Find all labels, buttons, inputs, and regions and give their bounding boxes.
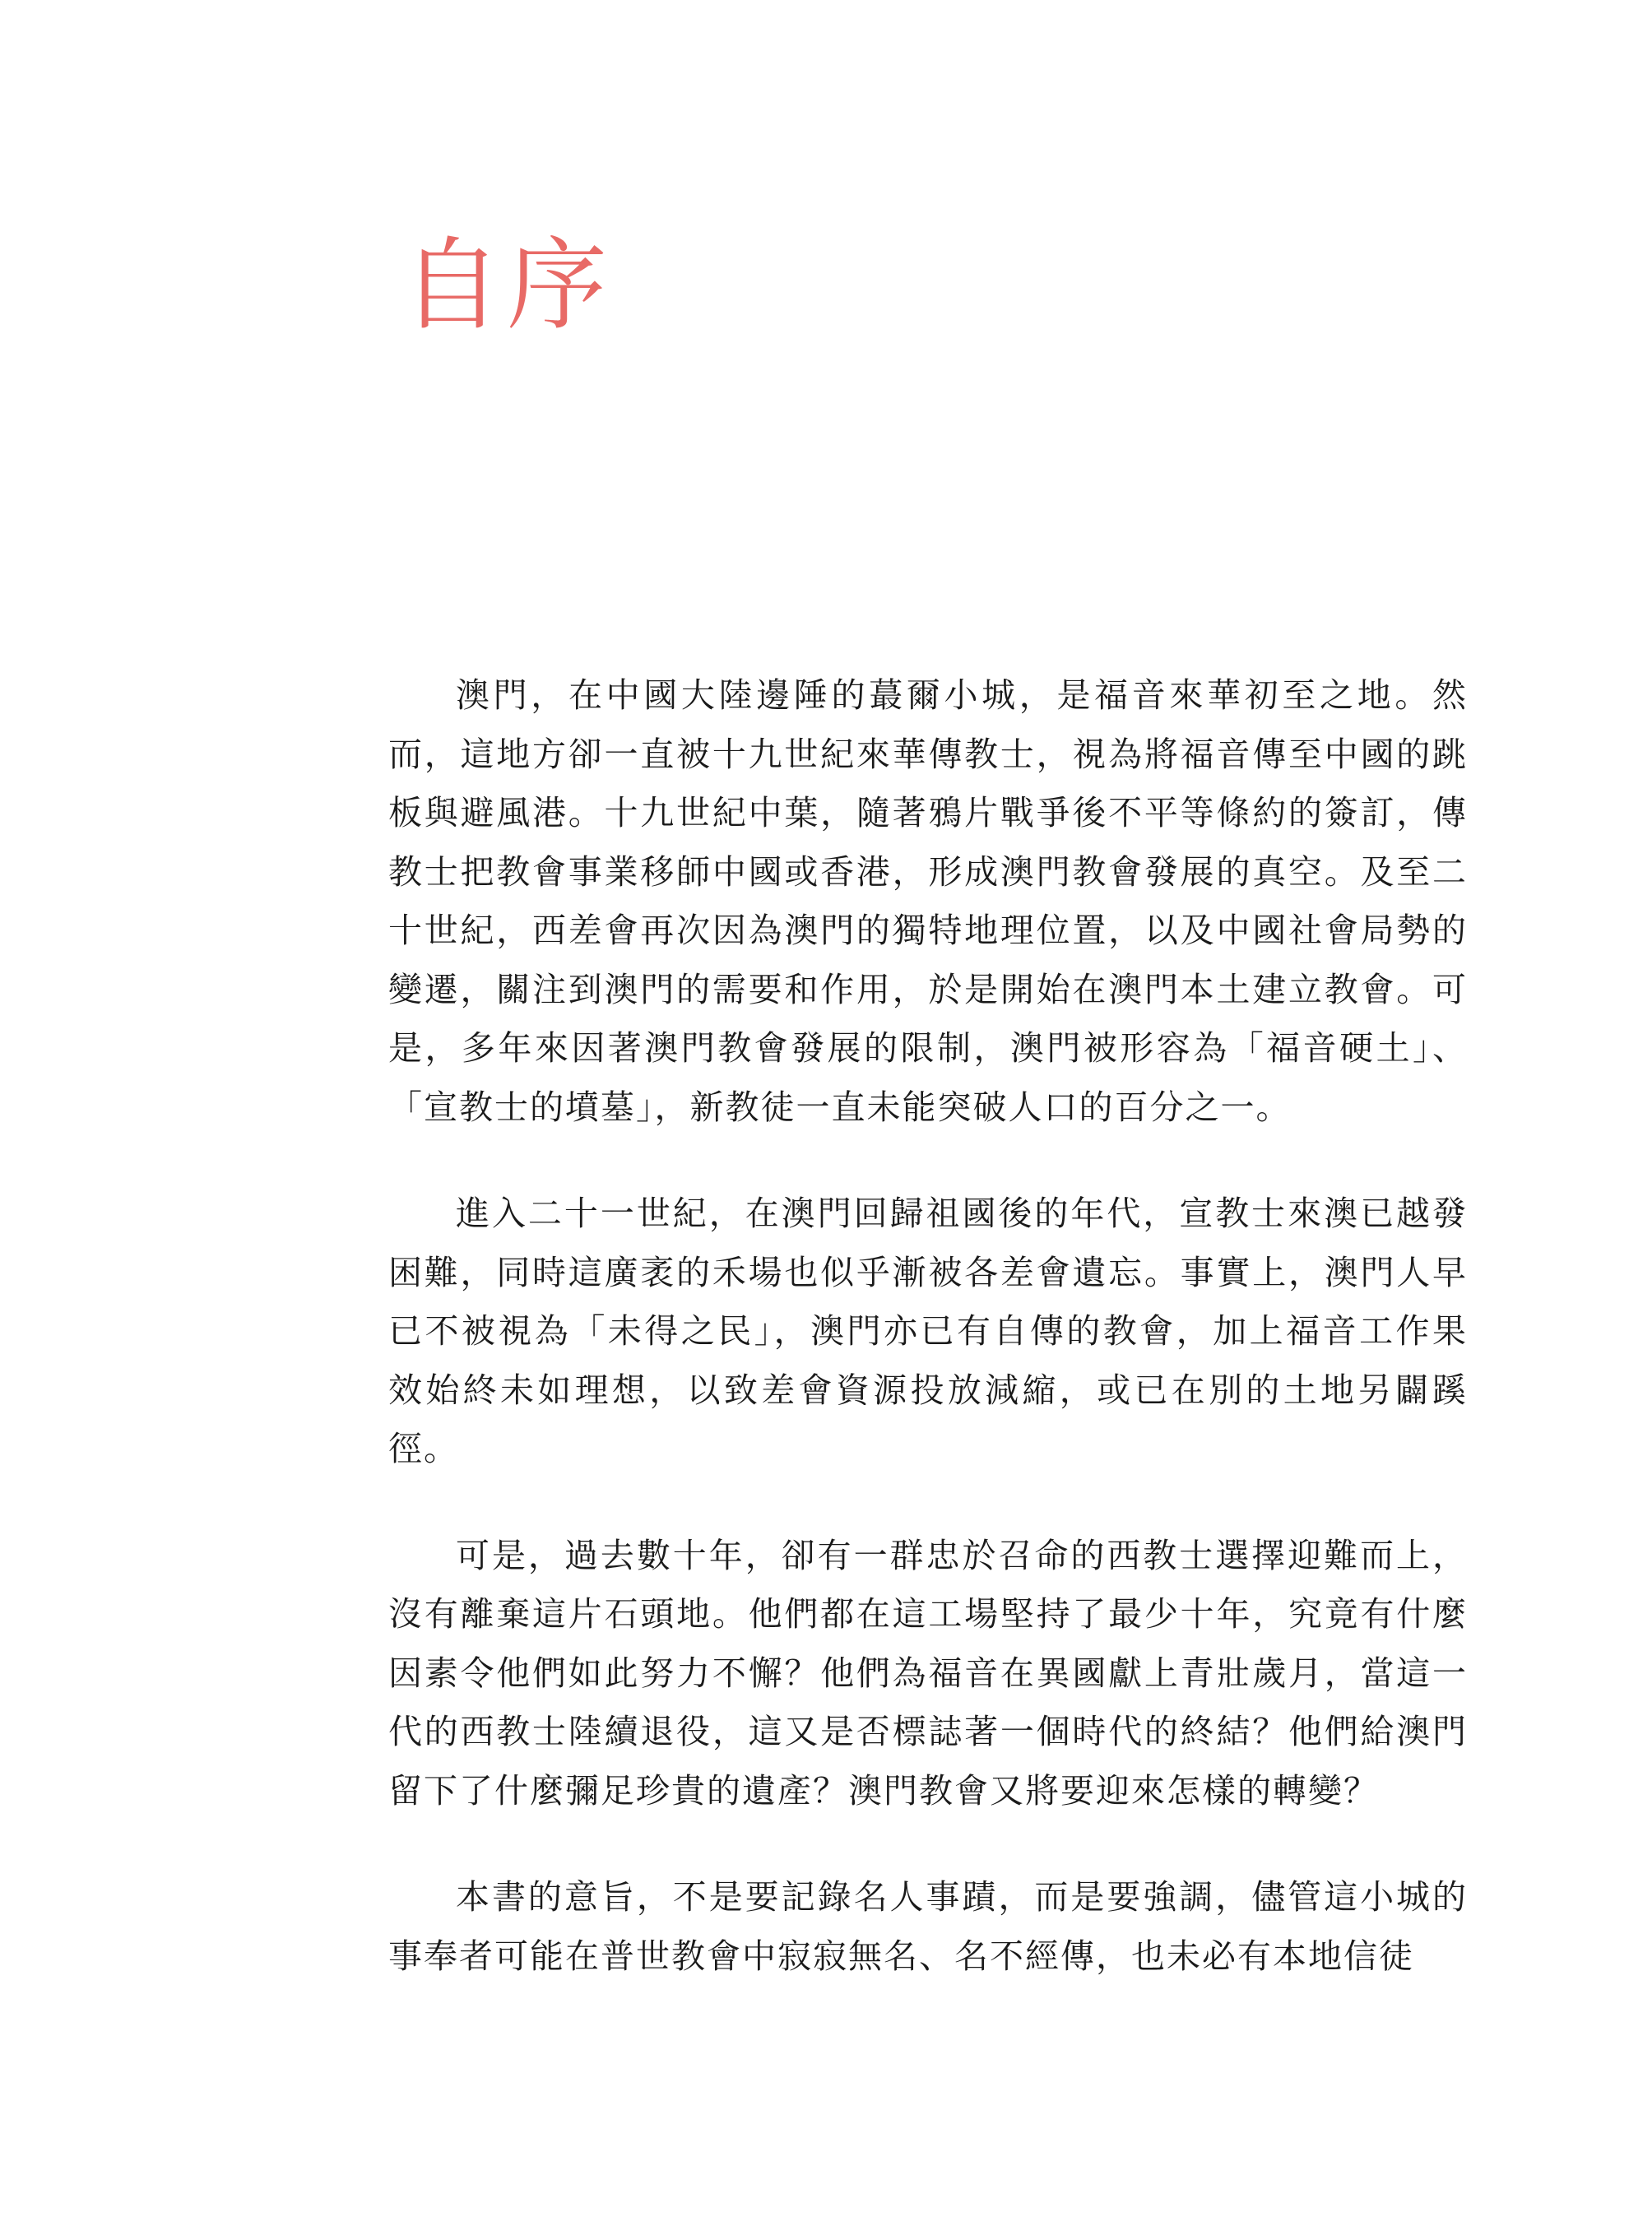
paragraph: 進入二十一世紀，在澳門回歸祖國後的年代，宣教士來澳已越發困難，同時這廣袤的禾場也似乎漸被各差會遺忘。事實上，澳門人早已不被視為「未得之民」，澳門亦已有自傳的教會，加上福音工作果效始終未如理想，以致差會資源投放減縮，或已在別的土地另闢蹊徑。	[388, 1194, 1468, 1468]
preface-body	[388, 666, 1468, 2033]
paragraph: 本書的意旨，不是要記錄名人事蹟，而是要強調，儘管這小城的事奉者可能在普世教會中寂寂無名、名不經傳，也未必有本地信徒	[388, 1877, 1468, 1976]
page-title: 自序	[401, 227, 612, 344]
paragraph: 可是，過去數十年，卻有一群忠於召命的西教士選擇迎難而上，沒有離棄這片石頭地。他們都在這工場堅持了最少十年，究竟有什麼因素令他們如此努力不懈？他們為福音在異國獻上青壯歲月，當這一代的西教士陸續退役，這又是否標誌著一個時代的終結？他們給澳門留下了什麼彌足珍貴的遺產？澳門教會又將要迎來怎樣的轉變？	[388, 1535, 1468, 1811]
paragraph: 澳門，在中國大陸邊陲的蕞爾小城，是福音來華初至之地。然而，這地方卻一直被十九世紀來華傳教士，視為將福音傳至中國的跳板與避風港。十九世紀中葉，隨著鴉片戰爭後不平等條約的簽訂，傳教士把教會事業移師中國或香港，形成澳門教會發展的真空。及至二十世紀，西差會再次因為澳門的獨特地理位置，以及中國社會局勢的變遷，關注到澳門的需要和作用，於是開始在澳門本土建立教會。可是，多年來因著澳門教會發展的限制，澳門被形容為「福音硬土」、「宣教士的墳墓」，新教徒一直未能突破人口的百分之一。	[388, 675, 1468, 1127]
